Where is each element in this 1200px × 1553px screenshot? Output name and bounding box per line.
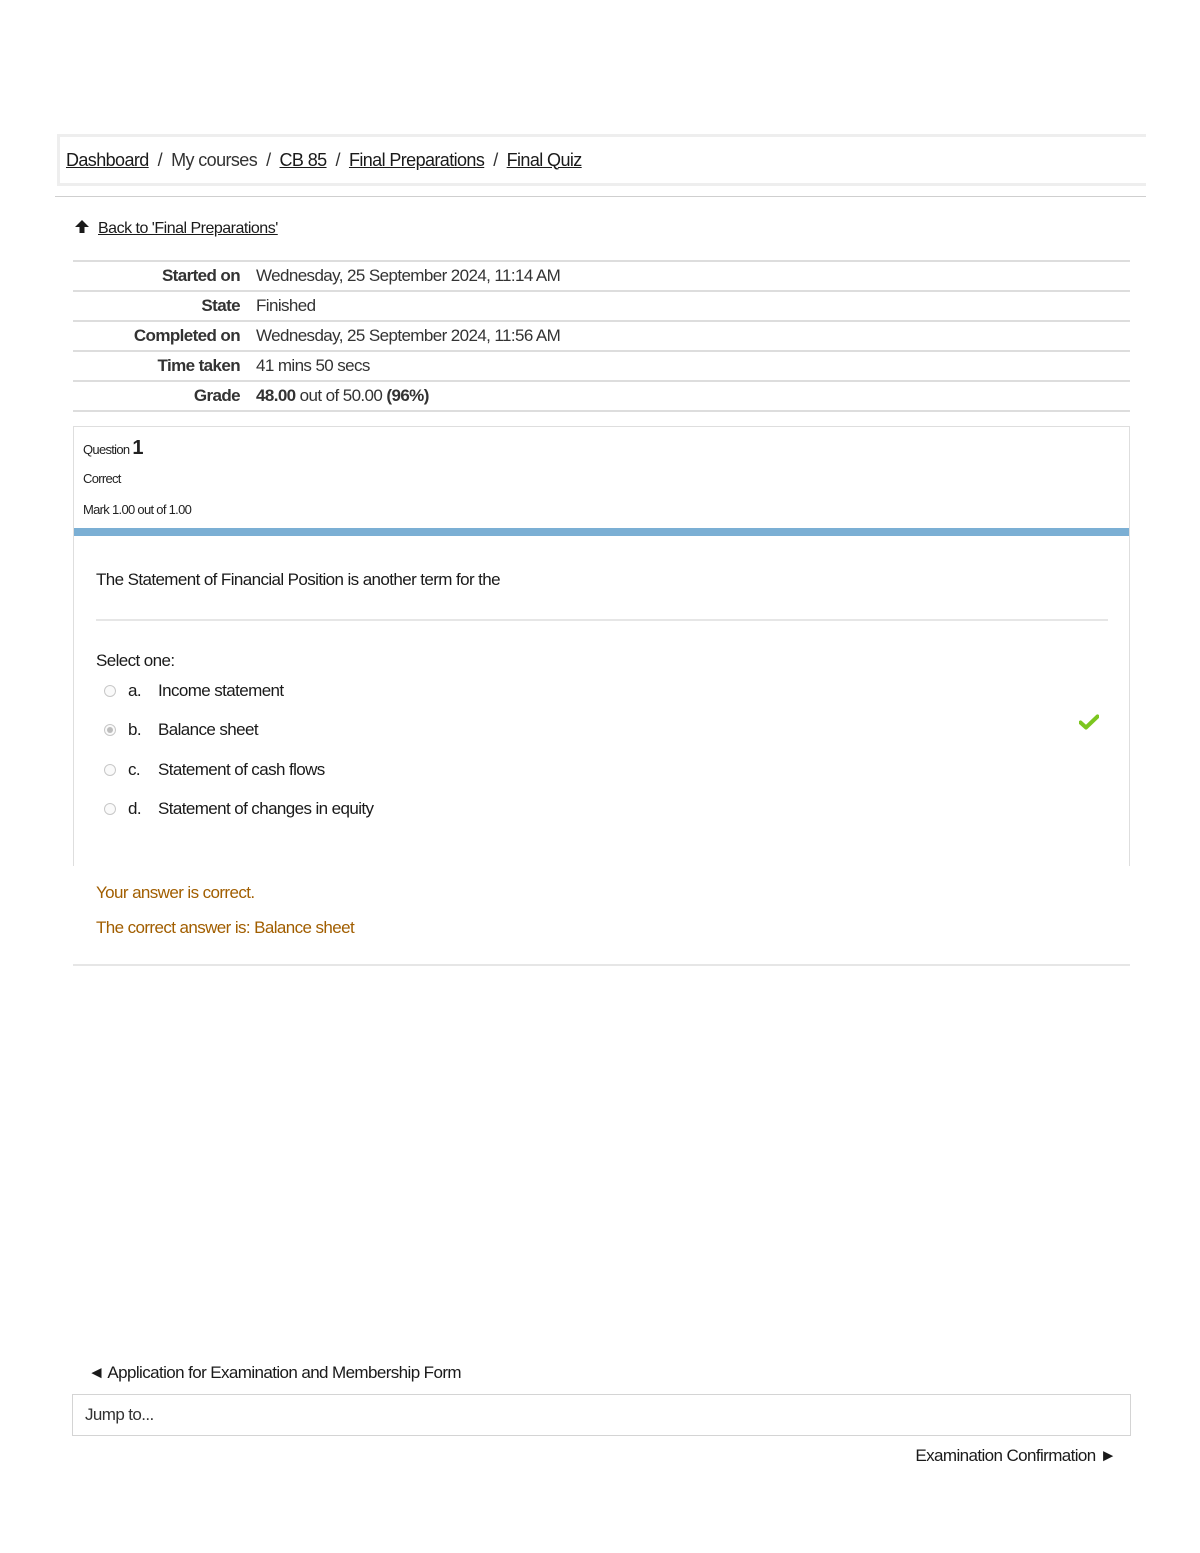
summary-value: Wednesday, 25 September 2024, 11:14 AM (240, 261, 1130, 291)
radio-button-selected[interactable] (104, 724, 116, 736)
question-divider (96, 619, 1108, 621)
summary-label: Completed on (73, 321, 240, 351)
breadcrumb-separator: / (493, 149, 498, 170)
option-letter: a. (128, 681, 141, 700)
breadcrumb-divider (55, 196, 1146, 197)
back-link-container (74, 219, 278, 239)
breadcrumb-quiz[interactable]: Final Quiz (506, 149, 582, 170)
breadcrumb-separator: / (157, 149, 163, 170)
summary-value: Finished (240, 291, 1130, 321)
grade-out-of: out of 50.00 (299, 386, 383, 405)
grade-value (240, 381, 1130, 411)
breadcrumb-course[interactable]: CB 85 (279, 149, 327, 170)
question-number (83, 437, 143, 460)
answer-option-c[interactable] (104, 760, 325, 780)
summary-row-grade (73, 381, 1130, 411)
back-to-section-link[interactable]: Back to 'Final Preparations' (98, 220, 278, 237)
summary-row-started (73, 261, 1130, 291)
question-bottom-divider (73, 964, 1130, 966)
question-number-value: 1 (132, 437, 143, 459)
question-state: Correct (83, 471, 121, 486)
option-label: Statement of cash flows (158, 760, 325, 779)
question-text: The Statement of Financial Position is another term for the (96, 570, 500, 589)
correct-answer-text: The correct answer is: Balance sheet (96, 918, 355, 937)
question-mark: Mark 1.00 out of 1.00 (83, 502, 192, 517)
arrow-up-icon (74, 219, 90, 239)
option-letter: c. (128, 760, 141, 779)
answer-option-a[interactable] (104, 681, 284, 701)
radio-button[interactable] (104, 764, 116, 776)
summary-row-state (73, 291, 1130, 321)
summary-label: Grade (73, 381, 240, 411)
summary-value: 41 mins 50 secs (240, 351, 1130, 381)
attempt-summary-table (73, 260, 1130, 412)
summary-row-completed (73, 321, 1130, 351)
previous-activity-link[interactable]: ◄ Application for Examination and Membership Form (88, 1363, 461, 1382)
answer-feedback: Your answer is correct. (96, 883, 255, 902)
breadcrumb-separator: / (335, 149, 340, 170)
question-content-bar (74, 528, 1129, 536)
summary-label: Time taken (73, 351, 240, 381)
option-label: Statement of changes in equity (158, 799, 374, 818)
breadcrumb-dashboard[interactable]: Dashboard (66, 149, 149, 170)
breadcrumb-section[interactable]: Final Preparations (348, 149, 485, 170)
answer-option-d[interactable] (104, 799, 373, 819)
option-label: Income statement (158, 681, 284, 700)
option-letter: b. (128, 720, 141, 739)
answer-option-b[interactable] (104, 720, 258, 740)
summary-label: State (73, 291, 240, 321)
next-activity-link[interactable]: Examination Confirmation ► (915, 1446, 1116, 1465)
question-prefix: Question (83, 442, 130, 457)
radio-button[interactable] (104, 685, 116, 697)
jump-to-select[interactable]: Jump to... (72, 1394, 1131, 1436)
radio-button[interactable] (104, 803, 116, 815)
summary-label: Started on (73, 261, 240, 291)
grade-percent: (96%) (386, 386, 429, 405)
summary-value: Wednesday, 25 September 2024, 11:56 AM (240, 321, 1130, 351)
option-label: Balance sheet (158, 720, 258, 739)
grade-score: 48.00 (256, 386, 296, 405)
breadcrumb-my-courses: My courses (171, 149, 258, 170)
select-one-prompt: Select one: (96, 651, 175, 670)
checkmark-icon (1079, 714, 1099, 735)
option-letter: d. (128, 799, 141, 818)
breadcrumb (57, 134, 1146, 186)
breadcrumb-separator: / (266, 149, 271, 170)
question-card (73, 426, 1130, 866)
summary-row-time-taken (73, 351, 1130, 381)
